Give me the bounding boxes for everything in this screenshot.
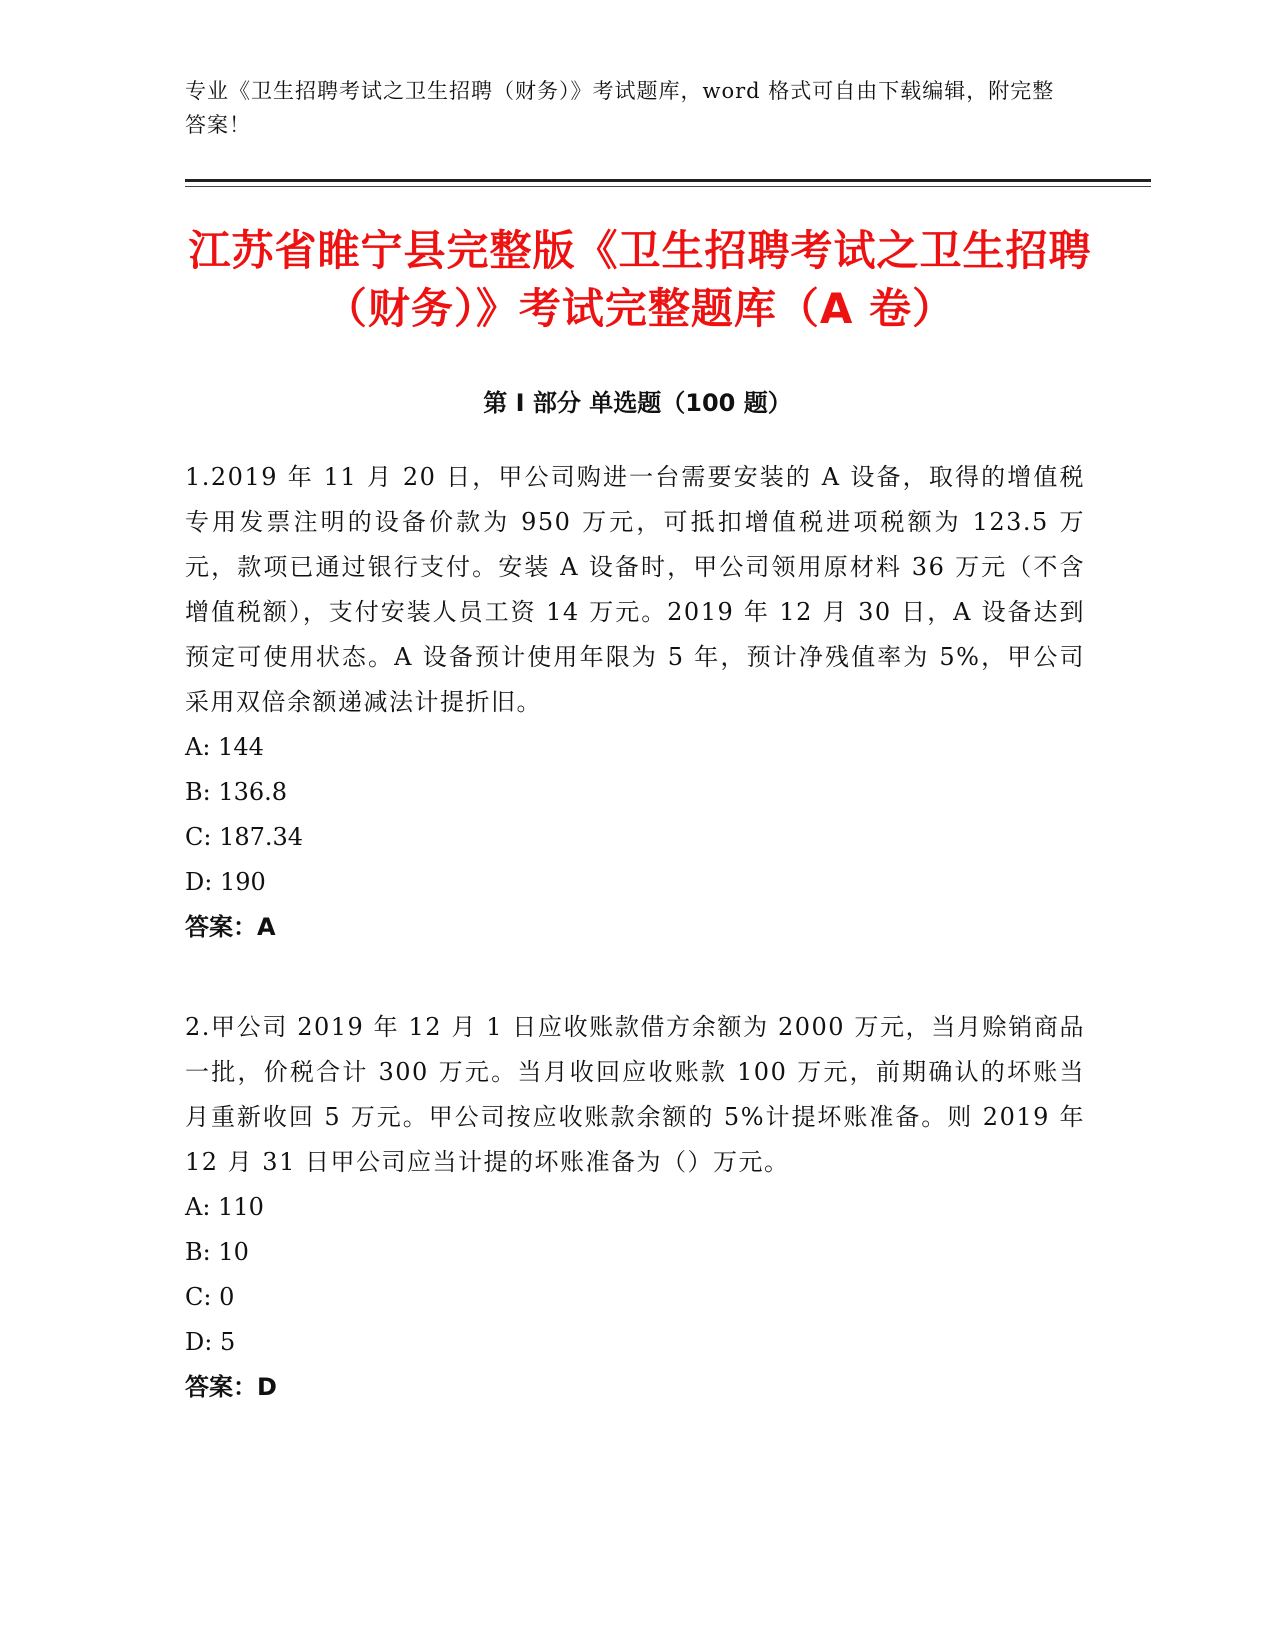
- option-d: D: 5: [185, 1328, 236, 1356]
- header-divider-thick: [185, 179, 1151, 182]
- option-b: B: 136.8: [185, 778, 288, 806]
- section-heading: 第 I 部分 单选题（100 题）: [483, 389, 792, 417]
- option-d: D: 190: [185, 868, 266, 896]
- option-a: A: 110: [185, 1193, 264, 1221]
- document-title: 江苏省睢宁县完整版《卫生招聘考试之卫生招聘（财务）》考试完整题库（A 卷）: [188, 226, 1092, 333]
- header-divider-thin: [185, 186, 1151, 187]
- answer-label: 答案：D: [185, 1373, 277, 1401]
- question-stem: 1.2019 年 11 月 20 日，甲公司购进一台需要安装的 A 设备，取得的增值税专用发票注明的设备价款为 950 万元，可抵扣增值税进项税额为 123.5 万元，款项已通过银行支付。安装 A 设备时，甲公司领用原材料 36 万元（不含增值税额），支付安装人员工资 14 万元。2019 年 12 月 30 日，A 设备达到预定可使用状态。A 设备预计使用年限为 5 年，预计净残值率为 5%，甲公司采用双倍余额递减法计提折旧。: [185, 463, 1085, 716]
- header-note: 专业《卫生招聘考试之卫生招聘（财务）》考试题库，word 格式可自由下载编辑，附完整答案！: [185, 79, 1055, 137]
- question-1: [185, 455, 1085, 950]
- option-c: C: 187.34: [185, 823, 304, 851]
- answer-label: 答案：A: [185, 913, 276, 941]
- option-a: A: 144: [185, 733, 264, 761]
- question-2: [185, 1005, 1085, 1410]
- option-b: B: 10: [185, 1238, 249, 1266]
- question-stem: 2.甲公司 2019 年 12 月 1 日应收账款借方余额为 2000 万元，当月赊销商品一批，价税合计 300 万元。当月收回应收账款 100 万元，前期确认的坏账当月重新收回 5 万元。甲公司按应收账款余额的 5%计提坏账准备。则 2019 年 12 月 31 日甲公司应当计提的坏账准备为（）万元。: [185, 1013, 1085, 1176]
- option-c: C: 0: [185, 1283, 235, 1311]
